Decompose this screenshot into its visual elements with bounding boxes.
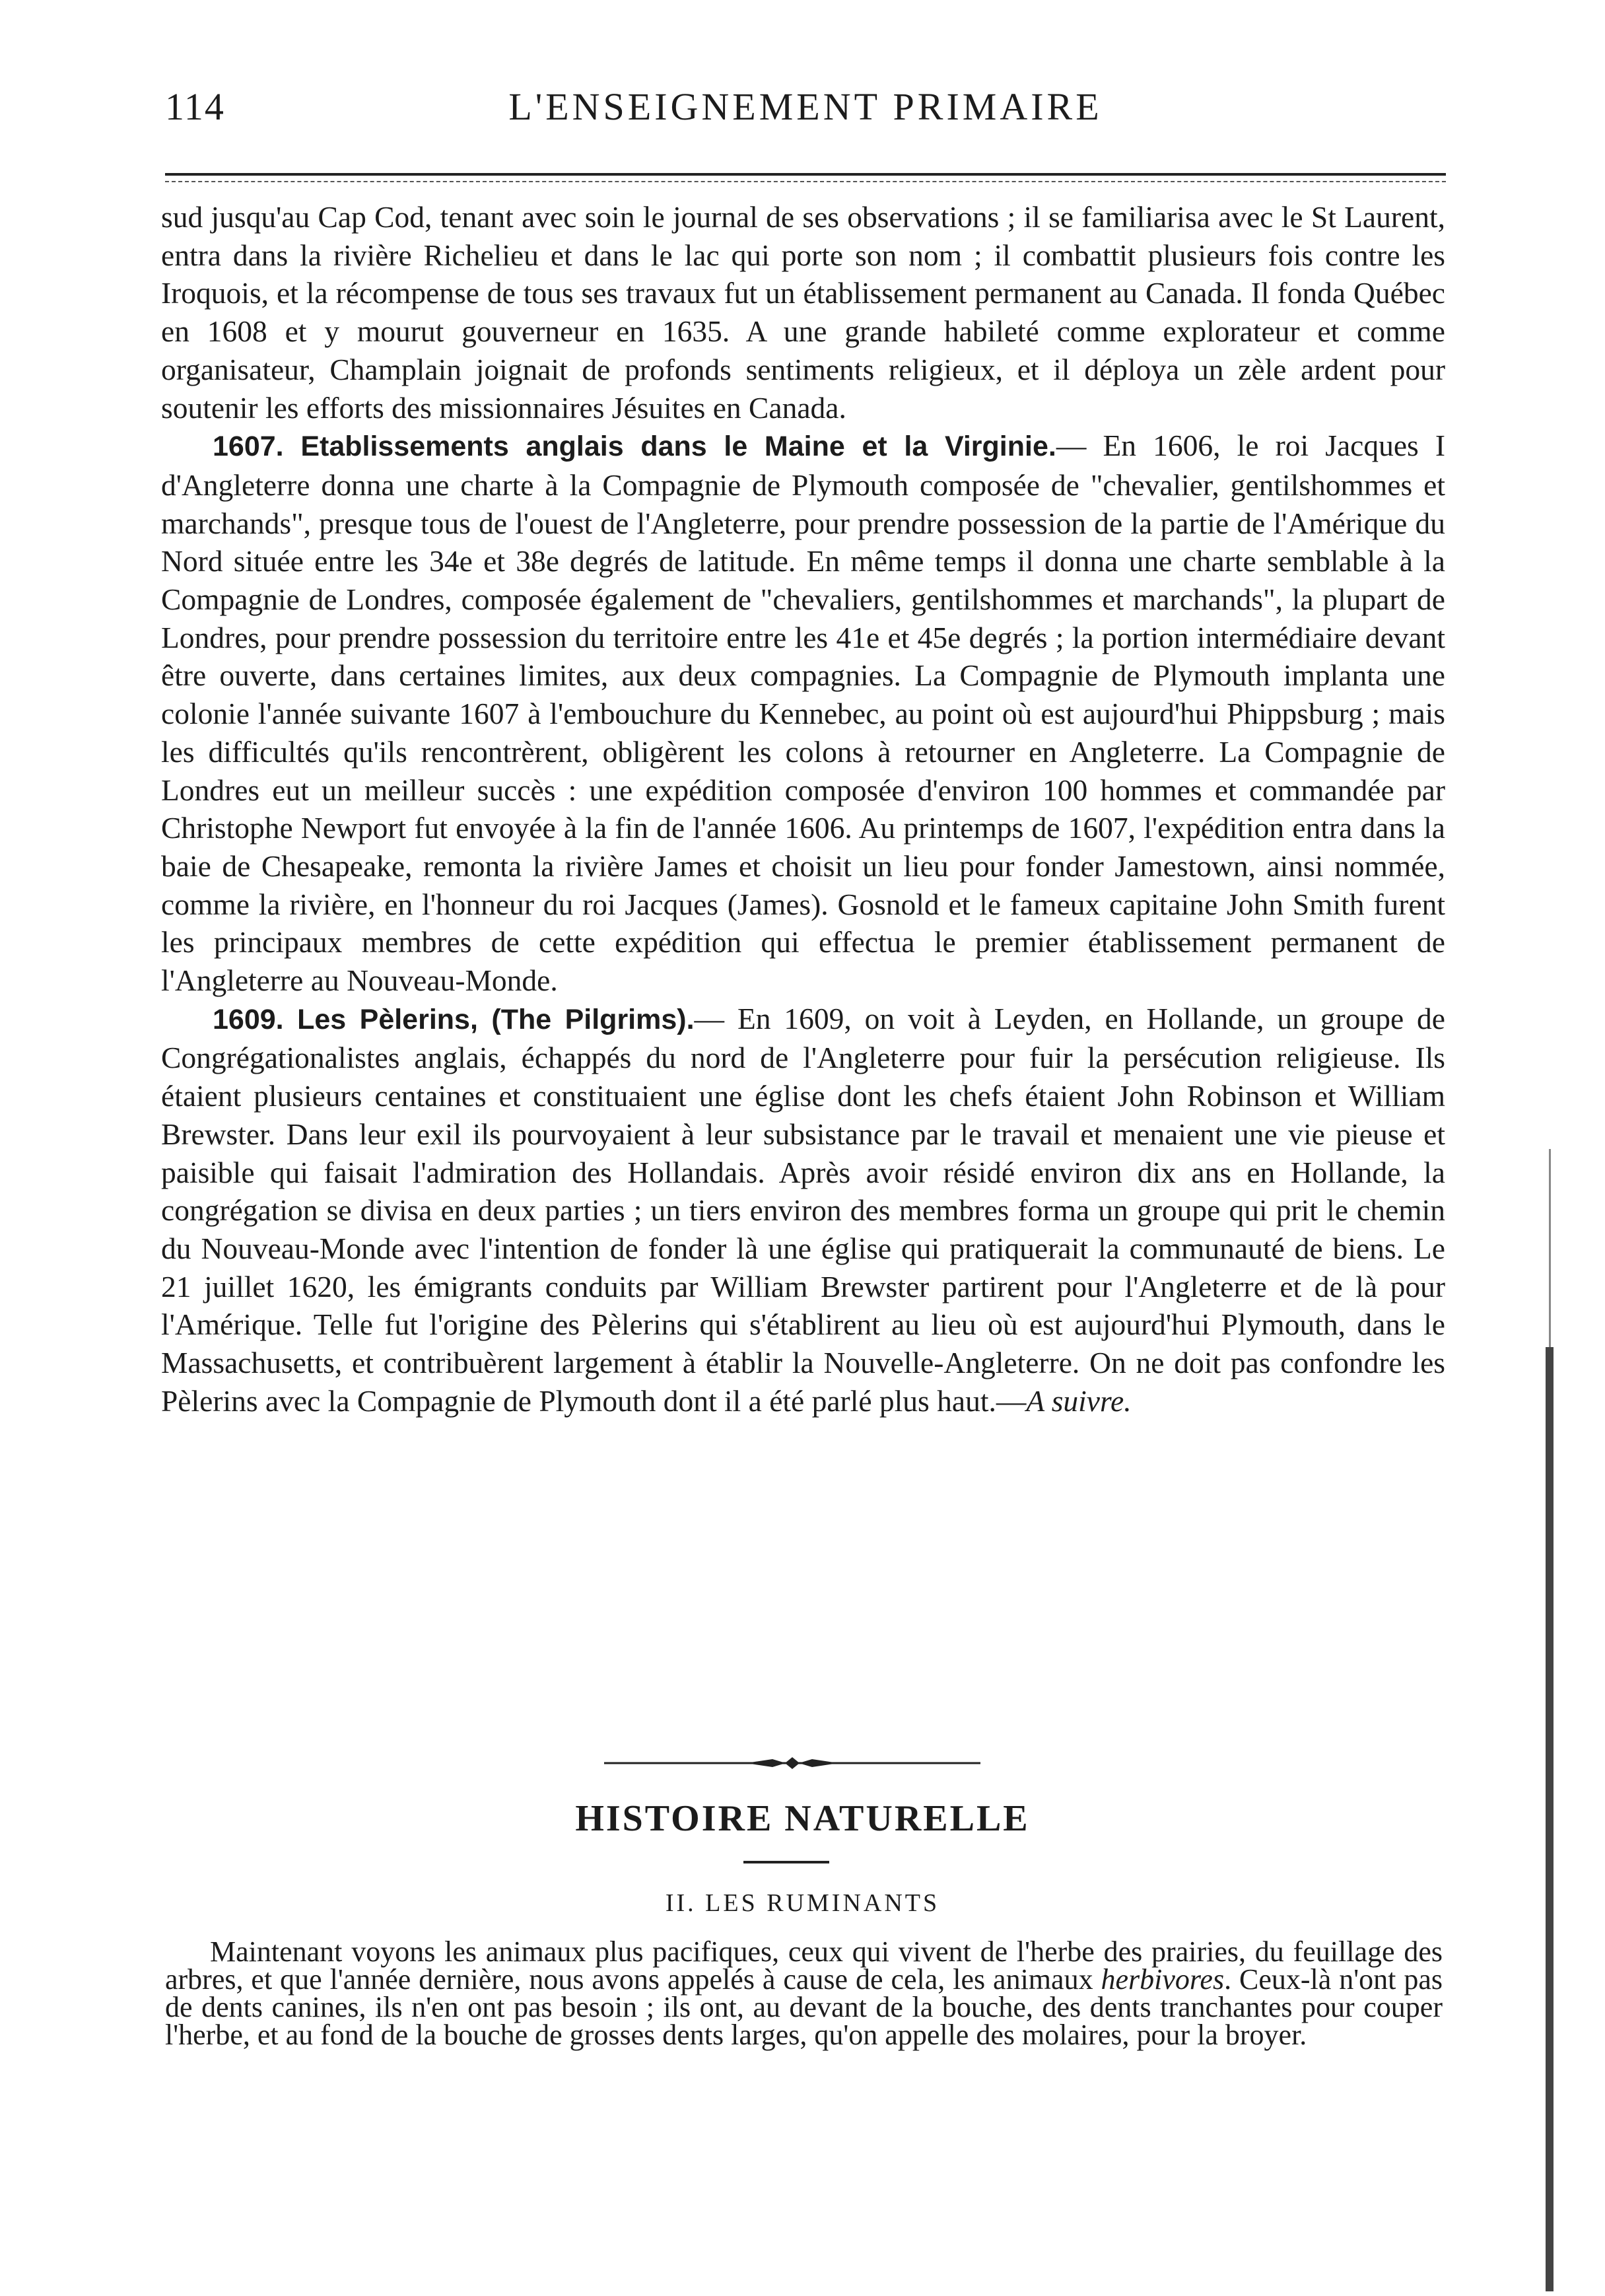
scan-edge-shadow bbox=[1537, 1149, 1555, 2291]
natural-history-title: HISTOIRE NATURELLE bbox=[575, 1798, 1030, 1839]
section-body-1607: — En 1606, le roi Jacques I d'Angleterre donna une charte à la Compagnie de Plymouth composée de "chevalier, gentilshommes et marchands", presque tous de l'ouest de l'Angleterre, pour prendre possession de la partie de l'Amérique du Nord située entre les 34e et 38e degrés de latitude. En même temps il donna une charte semblable à la Compagnie de Londres, composée également de "chevaliers, gentilshommes et marchands", la plupart de Londres, pour prendre possession du territoire entre les 41e et 45e degrés ; la portion intermédiaire devant être ouverte, dans certaines limites, aux deux compagnies. La Compagnie de Plymouth implanta une colonie l'année suivante 1607 à l'embouchure du Kennebec, au point où est aujourd'hui Phippsburg ; mais les difficultés qu'ils rencontrèrent, obligèrent les colons à retourner en Angleterre. La Compagnie de Londres eut un meilleur succès : une expédition composée d'environ 100 hommes et commandée par Christophe Newport fut envoyée à la fin de l'année 1606. Au printemps de 1607, l'expédition entra dans la baie de Chesapeake, remonta la rivière James et choisit un lieu pour fonder Jamestown, ainsi nommée, comme la rivière, en l'honneur du roi Jacques (James). Gosnold et le fameux capitaine John Smith furent les principaux membres de cette expédition qui effectua le premier établissement permanent de l'Angleterre au Nouveau-Monde. bbox=[161, 429, 1446, 998]
ruminants-paragraph bbox=[165, 1935, 1443, 2051]
title-underline bbox=[743, 1861, 829, 1863]
section-divider-ornament bbox=[604, 1753, 980, 1773]
intro-paragraph: sud jusqu'au Cap Cod, tenant avec soin le journal de ses observations ; il se familiarisa avec le St Laurent, entra dans la rivière Richelieu et dans le lac qui porte son nom ; il combattit plusieurs fois contre les Iroquois, et la récompense de tous ses travaux fut un établissement permanent au Canada. Il fonda Québec en 1608 et y mourut gouverneur en 1635. A une grande habileté comme explorateur et comme organisateur, Champlain joignait de profonds sentiments religieux, et il déploya un zèle ardent pour soutenir les efforts des missionnaires Jésuites en Canada. bbox=[161, 200, 1445, 425]
page-number: 114 bbox=[165, 85, 225, 128]
section-body-1609: — En 1609, on voit à Leyden, en Hollande, un groupe de Congrégationalistes anglais, échappés du nord de l'Angleterre pour fuir la persécution religieuse. Ils étaient plusieurs centaines et constituaient une église dont les chefs étaient John Robinson et William Brewster. Dans leur exil ils pourvoyaient à leur subsistance par le travail et menaient une vie pieuse et paisible qui faisait l'admiration des Hollandais. Après avoir résidé environ dix ans en Hollande, la congrégation se divisa en deux parties ; un tiers environ des membres forma un groupe qui prit le chemin du Nouveau-Monde avec l'intention de fonder là une église qui pratiquerait la communauté de biens. Le 21 juillet 1620, les émigrants conduits par William Brewster partirent pour l'Angleterre et de là pour l'Amérique. Telle fut l'origine des Pèlerins qui s'établirent au lieu où est aujourd'hui Plymouth, dans le Massachusetts, et contribuèrent largement à établir la Nouvelle-Angleterre. On ne doit pas confondre les Pèlerins avec la Compagnie de Plymouth dont il a été parlé plus haut.— bbox=[161, 1001, 1445, 1418]
history-article bbox=[161, 198, 1445, 1420]
paragraph-1607 bbox=[161, 427, 1445, 1000]
paragraph-1609 bbox=[161, 1000, 1445, 1420]
section-title-1607: Etablissements anglais dans le Maine et la Virginie. bbox=[300, 431, 1056, 463]
continued-note: A suivre. bbox=[1026, 1383, 1132, 1418]
section-year-1609: 1609. bbox=[213, 1003, 284, 1035]
natural-history-text bbox=[165, 1935, 1443, 2051]
natural-history-subtitle: II. LES RUMINANTS bbox=[665, 1889, 940, 1917]
header-rule bbox=[165, 173, 1446, 176]
header-rule-dashed bbox=[165, 181, 1446, 182]
ruminants-text-start: Maintenant voyons les animaux plus pacifiques, ceux qui vivent de l'herbe des prairies, du feuillage des arbres, et que l'année dernière, nous avons appelés à cause de cela, les animaux bbox=[165, 1935, 1443, 1996]
ruminants-italic-term: herbivores bbox=[1101, 1963, 1225, 1996]
section-title-1609: Les Pèlerins, (The Pilgrims). bbox=[297, 1003, 695, 1035]
section-heading-1607 bbox=[213, 431, 1056, 462]
journal-title: L'ENSEIGNEMENT PRIMAIRE bbox=[508, 85, 1103, 128]
ruminants-text-end: . Ceux-là n'ont pas de dents canines, ils n'en ont pas besoin ; ils ont, au devant de la bouche, des dents tranchantes pour couper l'herbe, et au fond de la bouche de grosses dents larges, qu'on appelle des molaires, pour la broyer. bbox=[165, 1963, 1443, 2051]
section-heading-1609 bbox=[213, 1004, 695, 1035]
running-head bbox=[165, 85, 1446, 137]
section-year-1607: 1607. bbox=[213, 431, 284, 463]
